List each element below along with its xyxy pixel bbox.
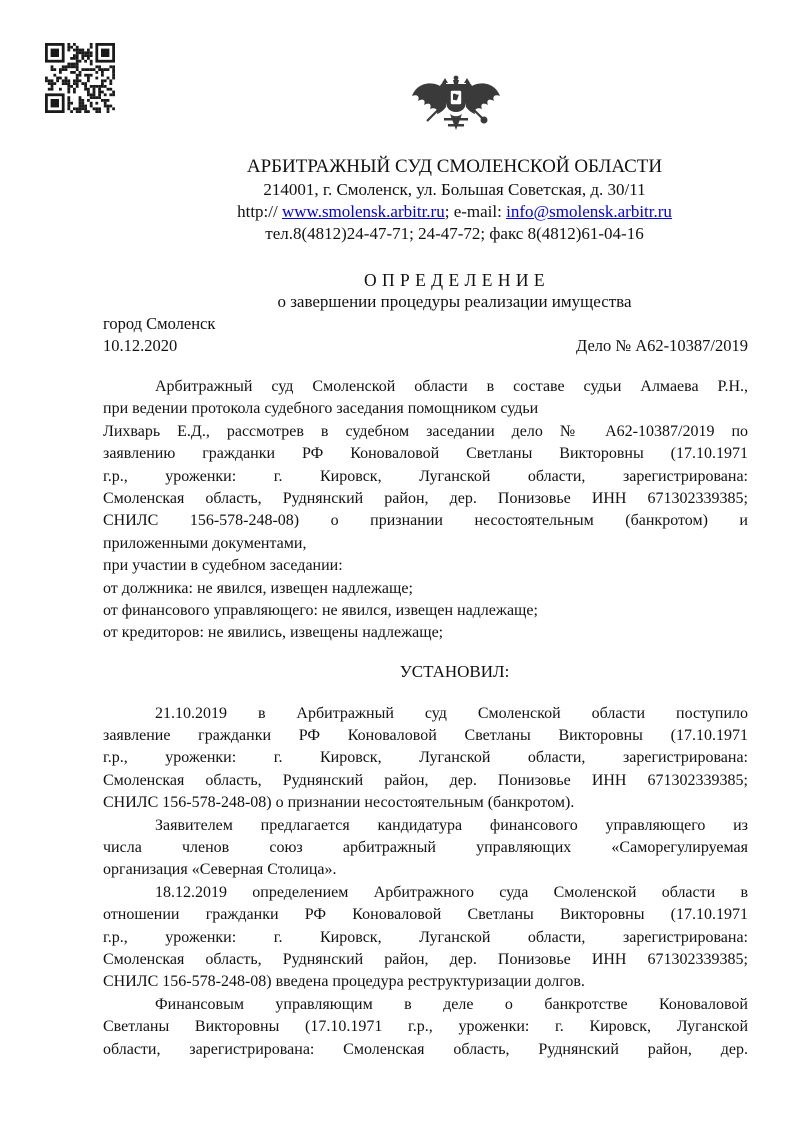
body-line: г.р., уроженки: г. Кировск, Луганской области, зарегистрирована:	[103, 928, 748, 946]
body-line: приложенными документами,	[103, 534, 307, 552]
case-number: Дело № А62-10387/2019	[575, 336, 748, 355]
date-case-row	[103, 335, 748, 357]
body-line: СНИЛС 156-578-248-08) о признании несостоятельным (банкротом).	[103, 794, 575, 812]
facts-section	[103, 703, 748, 1061]
document-city: город Смоленск	[103, 314, 216, 333]
court-contacts-web	[103, 201, 748, 223]
body-line: 18.12.2019 определением Арбитражного суда Смоленской области в	[155, 883, 748, 901]
body-line: СНИЛС 156-578-248-08) о признании несостоятельным (банкротом) и	[103, 512, 748, 530]
court-phone: тел.8(4812)24-47-71; 24-47-72; факс 8(4812)61-04-16	[265, 224, 644, 243]
body-line: Смоленская область, Руднянский район, дер. Понизовье ИНН 671302339385;	[103, 771, 748, 789]
court-website-link[interactable]: www.smolensk.arbitr.ru	[281, 202, 445, 221]
qr-code-icon	[45, 43, 115, 113]
email-label: ; e-mail:	[444, 202, 507, 221]
body-line: области, зарегистрирована: Смоленская область, Руднянский район, дер.	[103, 1040, 748, 1058]
established-heading: УСТАНОВИЛ:	[399, 661, 510, 681]
document-date: 10.12.2020	[103, 336, 178, 355]
body-line: СНИЛС 156-578-248-08) введена процедура реструктуризации долгов.	[103, 973, 585, 991]
body-line: заявлению гражданки РФ Коноваловой Светланы Викторовны (17.10.1971	[103, 445, 748, 463]
body-line: организация «Северная Столица».	[103, 861, 337, 879]
document-body	[103, 376, 748, 1061]
court-email-link[interactable]: info@smolensk.arbitr.ru	[506, 202, 672, 221]
body-line: 21.10.2019 в Арбитражный суд Смоленской области поступило	[155, 704, 748, 722]
url-prefix: http://	[237, 202, 282, 221]
body-line: Смоленская область, Руднянский район, дер. Понизовье ИНН 671302339385;	[103, 950, 748, 968]
body-line: отношении гражданки РФ Коноваловой Светланы Викторовны (17.10.1971	[103, 906, 748, 924]
body-line: Арбитражный суд Смоленской области в составе судьи Алмаева Р.Н.,	[155, 378, 748, 395]
document-title: О П Р Е Д Е Л Е Н И Е	[363, 270, 546, 290]
body-line: г.р., уроженки: г. Кировск, Луганской области, зарегистрирована:	[103, 749, 748, 767]
intro-section	[103, 376, 748, 645]
body-line: от финансового управляющего: не явился, извещен надлежаще;	[103, 601, 538, 619]
body-line: от кредиторов: не явились, извещены надлежаще;	[103, 624, 444, 642]
body-line: при участии в судебном заседании:	[103, 557, 343, 575]
court-name: АРБИТРАЖНЫЙ СУД СМОЛЕНСКОЙ ОБЛАСТИ	[246, 156, 663, 177]
coat-of-arms-icon	[410, 74, 502, 147]
body-line: Лихварь Е.Д., рассмотрев в судебном заседании дело № А62-10387/2019 по	[103, 422, 748, 440]
qr-code-svg	[45, 43, 115, 113]
body-line: Заявителем предлагается кандидатура финансового управляющего из	[155, 816, 748, 834]
body-line: Светланы Викторовны (17.10.1971 г.р., уроженки: г. Кировск, Луганской	[103, 1018, 748, 1036]
letterhead	[103, 155, 748, 245]
body-line: заявление гражданки РФ Коноваловой Светланы Викторовны (17.10.1971	[103, 727, 748, 745]
document-subtitle: о завершении процедуры реализации имущества	[277, 292, 632, 311]
body-line: Смоленская область, Руднянский район, дер. Понизовье ИНН 671302339385;	[103, 489, 748, 507]
body-line: числа членов союз арбитражный управляющих «Саморегулируемая	[103, 839, 748, 857]
court-address: 214001, г. Смоленск, ул. Большая Советская, д. 30/11	[263, 180, 646, 199]
body-line: г.р., уроженки: г. Кировск, Луганской области, зарегистрирована:	[103, 467, 748, 485]
body-line: от должника: не явился, извещен надлежаще;	[103, 579, 413, 597]
body-line: при ведении протокола судебного заседания помощником судьи	[103, 400, 539, 418]
body-line: Финансовым управляющим в деле о банкротстве Коноваловой	[155, 995, 748, 1013]
